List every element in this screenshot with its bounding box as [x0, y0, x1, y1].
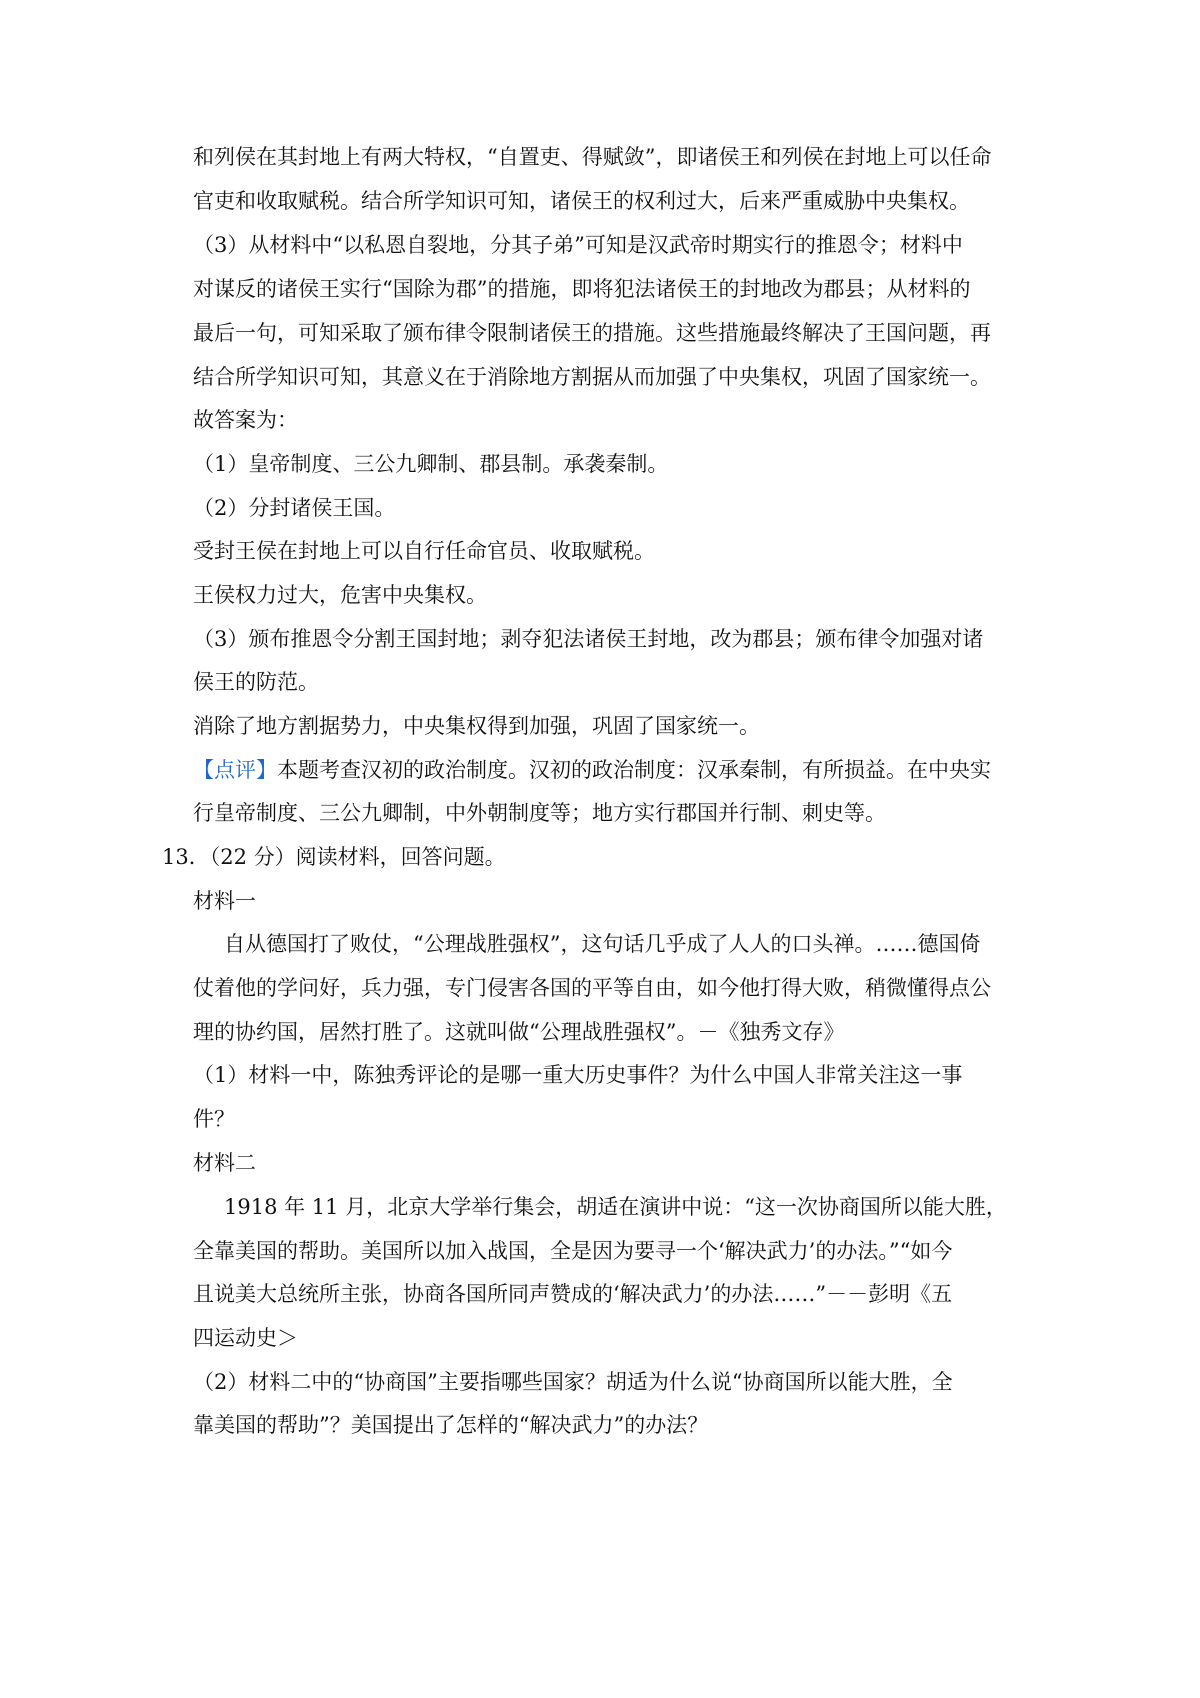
- material-text: 理的协约国，居然打胜了。这就叫做“公理战胜强权”。－《独秀文存》: [193, 1020, 845, 1044]
- answer-item: 侯王的防范。: [193, 670, 319, 694]
- text-line: （3）从材料中“以私恩自裂地，分其子弟”可知是汉武帝时期实行的推恩令；材料中: [193, 233, 963, 257]
- comment-tag: 【点评】: [193, 758, 277, 782]
- comment-line: 行皇帝制度、三公九卿制，中外朝制度等；地方实行郡国并行制、刺史等。: [193, 801, 886, 825]
- question-title: 13．（22 分）阅读材料，回答问题。: [162, 845, 506, 869]
- sub-question: （1）材料一中，陈独秀评论的是哪一重大历史事件？为什么中国人非常关注这一事: [193, 1063, 963, 1087]
- answer-item: 受封王侯在封地上可以自行任命官员、收取赋税。: [193, 539, 655, 563]
- material-text: 仗着他的学问好，兵力强，专门侵害各国的平等自由，如今他打得大败，稍微懂得点公: [193, 976, 991, 1000]
- material-text: 且说美大总统所主张，协商各国所同声赞成的‘解决武力’的办法……”－－彭明《五: [193, 1282, 953, 1306]
- material-label: 材料二: [193, 1151, 256, 1175]
- material-text: 四运动史＞: [193, 1326, 298, 1350]
- sub-question: 靠美国的帮助”？美国提出了怎样的“解决武力”的办法？: [193, 1413, 709, 1437]
- comment-text: 本题考查汉初的政治制度。汉初的政治制度：汉承秦制，有所损益。在中央实: [277, 758, 991, 782]
- text-line: 最后一句，可知采取了颁布律令限制诸侯王的措施。这些措施最终解决了王国问题，再: [193, 321, 991, 345]
- material-text: 全靠美国的帮助。美国所以加入战国，全是因为要寻一个‘解决武力’的办法。”“如今: [193, 1239, 953, 1263]
- material-text: 1918 年 11 月，北京大学举行集会，胡适在演讲中说：“这一次协商国所以能大胜，: [224, 1195, 1007, 1219]
- material-label: 材料一: [193, 889, 256, 913]
- text-line: 结合所学知识可知，其意义在于消除地方割据从而加强了中央集权，巩固了国家统一。: [193, 365, 991, 389]
- answer-item: 消除了地方割据势力，中央集权得到加强，巩固了国家统一。: [193, 714, 760, 738]
- answer-heading: 故答案为：: [193, 408, 298, 432]
- answer-item: （1）皇帝制度、三公九卿制、郡县制。承袭秦制。: [193, 452, 669, 476]
- answer-item: 王侯权力过大，危害中央集权。: [193, 583, 487, 607]
- text-line: 对谋反的诸侯王实行“国除为郡”的措施，即将犯法诸侯王的封地改为郡县；从材料的: [193, 277, 971, 301]
- answer-item: （3）颁布推恩令分割王国封地；剥夺犯法诸侯王封地，改为郡县；颁布律令加强对诸: [193, 627, 984, 651]
- comment-line: [193, 757, 991, 783]
- material-text: 自从德国打了败仗，“公理战胜强权”，这句话几乎成了人人的口头禅。……德国倚: [224, 932, 981, 956]
- text-line: 和列侯在其封地上有两大特权，“自置吏、得赋敛”，即诸侯王和列侯在封地上可以任命: [193, 145, 992, 169]
- sub-question: 件？: [193, 1107, 235, 1131]
- text-line: 官吏和收取赋税。结合所学知识可知，诸侯王的权利过大，后来严重威胁中央集权。: [193, 189, 970, 213]
- sub-question: （2）材料二中的“协商国”主要指哪些国家？胡适为什么说“协商国所以能大胜，全: [193, 1370, 953, 1394]
- answer-item: （2）分封诸侯王国。: [193, 496, 396, 520]
